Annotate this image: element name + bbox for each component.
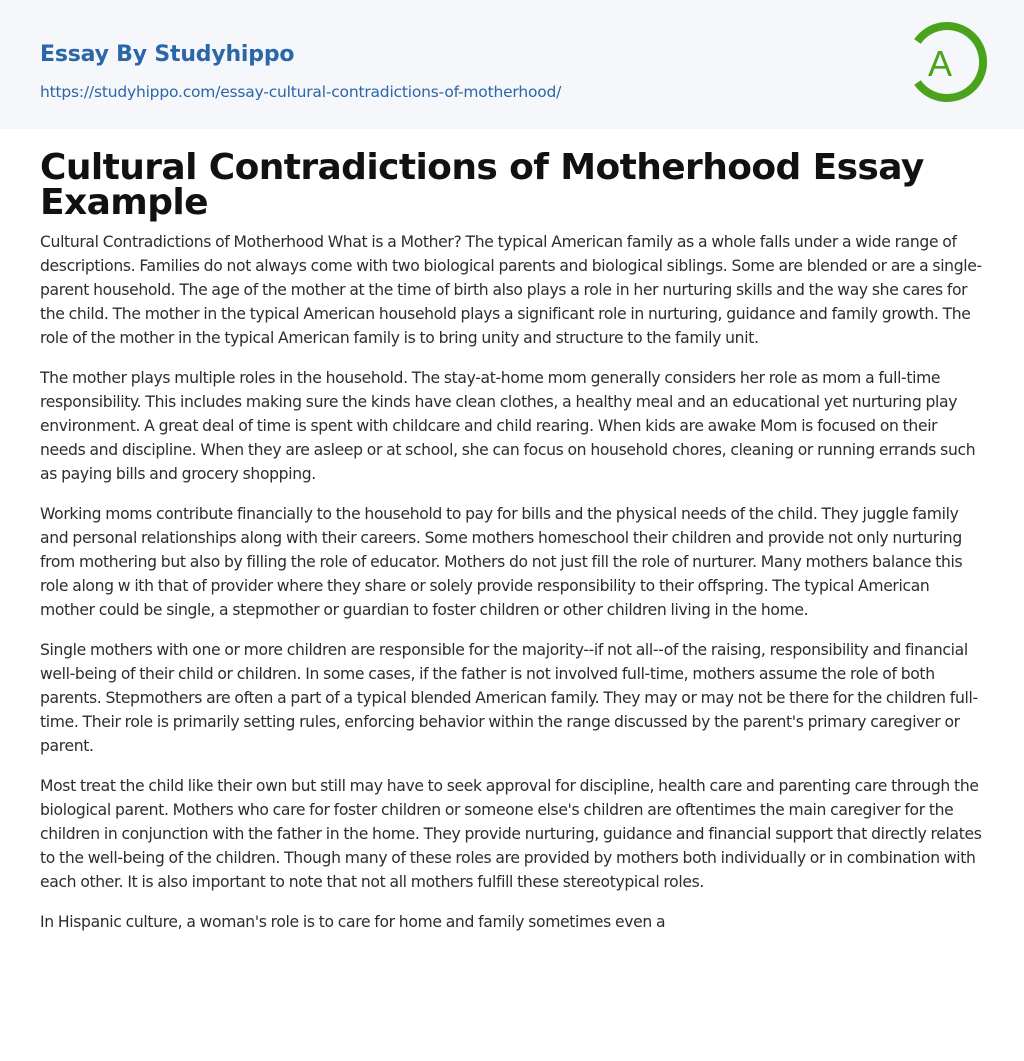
essay-paragraph-1: Cultural Contradictions of Motherhood What is a Mother? The typical American family as a whole falls under a wide range of descriptions. Families do not always come with two biological parents and biological siblings. Some are blended or are a single-parent household. The age of the mother at the time of birth also plays a role in her nurturing skills and the way she cares for the child. The mother in the typical American household plays a significant role in nurturing, guidance and family growth. The role of the mother in the typical American family is to bring unity and structure to the family unit.: [40, 233, 982, 347]
essay-paragraph-2: The mother plays multiple roles in the household. The stay-at-home mom generally considers her role as mom a full-time responsibility. This includes making sure the kinds have clean clothes, a healthy meal and an educational yet nurturing play environment. A great deal of time is spent with childcare and child rearing. When kids are awake Mom is focused on their needs and discipline. When they are asleep or at school, she can focus on household chores, cleaning or running errands such as paying bills and grocery shopping.: [40, 369, 976, 483]
site-header: [0, 0, 1024, 129]
studyhippo-logo-icon[interactable]: [908, 18, 988, 106]
essay-paragraph-5: Most treat the child like their own but still may have to seek approval for discipline, health care and parenting care through the biological parent. Mothers who care for foster children or someone else's children are oftentimes the main caregiver for the children in conjunction with the father in the home. They provide nurturing, guidance and financial support that directly relates to the well-being of the children. Though many of these roles are provided by mothers both individually or in combination with each other. It is also important to note that not all mothers fulfill these stereotypical roles.: [40, 777, 982, 891]
logo-letter: A: [927, 43, 953, 84]
site-brand: Essay By Studyhippo: [40, 42, 295, 67]
essay-paragraph-3: Working moms contribute financially to the household to pay for bills and the physical needs of the child. They juggle family and personal relationships along with their careers. Some mothers homeschool their children and provide not only nurturing from mothering but also by filling the role of educator. Mothers do not just fill the role of nurturer. Many mothers balance this role along w ith that of provider where they share or solely provide responsibility to their offspring. The typical American mother could be single, a stepmother or guardian to foster children or other children living in the home.: [40, 505, 963, 619]
essay-paragraph-4: Single mothers with one or more children are responsible for the majority--if not all--of the raising, responsibility and financial well-being of their child or children. In some cases, if the father is not involved full-time, mothers assume the role of both parents. Stepmothers are often a part of a typical blended American family. They may or may not be there for the children full-time. Their role is primarily setting rules, enforcing behavior within the range discussed by the parent's primary caregiver or parent.: [40, 641, 978, 755]
page-title: Cultural Contradictions of Motherhood Essay Example: [40, 147, 924, 223]
essay-url-link[interactable]: https://studyhippo.com/essay-cultural-contradictions-of-motherhood/: [40, 83, 562, 101]
article-body: [0, 147, 1024, 934]
logo-svg: [908, 18, 988, 106]
essay-paragraph-6: In Hispanic culture, a woman's role is to care for home and family sometimes even a: [40, 913, 666, 931]
